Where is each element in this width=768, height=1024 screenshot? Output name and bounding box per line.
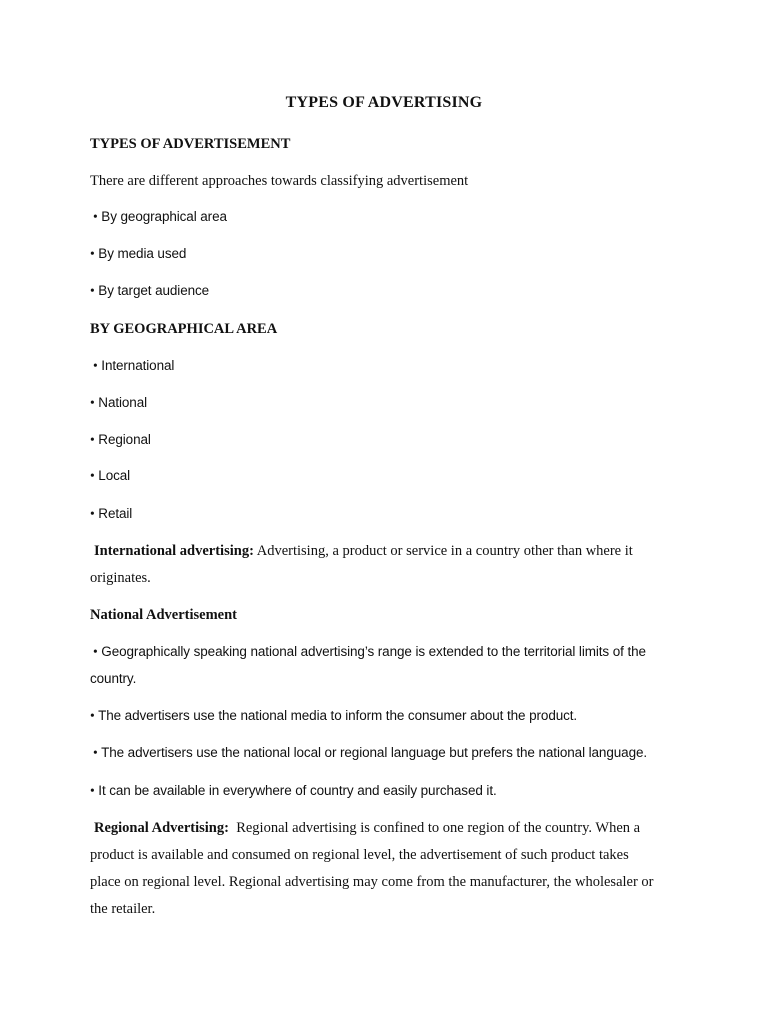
list-item bbox=[90, 782, 497, 800]
list-item bbox=[90, 431, 151, 449]
list-item bbox=[90, 707, 577, 725]
list-item bbox=[93, 744, 647, 762]
list-item bbox=[93, 208, 227, 226]
list-item bbox=[93, 357, 174, 375]
list-item-text: Retail bbox=[98, 506, 133, 521]
list-item-text: By media used bbox=[98, 246, 187, 261]
regional-text: Regional advertising is confined to one region of the country. When a bbox=[228, 820, 641, 836]
list-item-text: International bbox=[101, 358, 175, 373]
bullet-icon: • bbox=[90, 783, 95, 798]
list-item bbox=[90, 282, 209, 300]
list-item-text: Local bbox=[98, 468, 131, 483]
list-item bbox=[90, 467, 130, 485]
bullet-icon: • bbox=[93, 644, 98, 659]
bullet-icon: • bbox=[90, 506, 95, 521]
regional-paragraph-line4: the retailer. bbox=[90, 901, 156, 917]
bullet-icon: • bbox=[93, 209, 98, 224]
bullet-icon: • bbox=[90, 395, 95, 410]
list-item-text: Geographically speaking national advertising’s range is extended to the territorial limits of the bbox=[101, 644, 646, 659]
section-heading-types: TYPES OF ADVERTISEMENT bbox=[90, 136, 291, 152]
section-heading-geographical: BY GEOGRAPHICAL AREA bbox=[90, 321, 278, 337]
international-paragraph bbox=[94, 542, 633, 560]
bullet-icon: • bbox=[90, 246, 95, 261]
international-term: International advertising: bbox=[94, 543, 254, 559]
intro-text: There are different approaches towards classifying advertisement bbox=[90, 173, 469, 189]
regional-paragraph-line3: place on regional level. Regional advertising may come from the manufacturer, the wholesaler or bbox=[90, 874, 654, 890]
bullet-icon: • bbox=[90, 708, 95, 723]
list-item-text: National bbox=[98, 395, 148, 410]
list-item-text: The advertisers use the national media to inform the consumer about the product. bbox=[98, 708, 578, 723]
bullet-icon: • bbox=[93, 358, 98, 373]
list-item bbox=[90, 394, 147, 412]
list-item-text: Regional bbox=[98, 432, 151, 447]
bullet-icon: • bbox=[93, 745, 98, 760]
regional-paragraph-line2: product is available and consumed on regional level, the advertisement of such product takes bbox=[90, 847, 629, 863]
page-title: TYPES OF ADVERTISING bbox=[285, 94, 483, 111]
bullet-icon: • bbox=[90, 283, 95, 298]
bullet-icon: • bbox=[90, 432, 95, 447]
list-item bbox=[90, 245, 186, 263]
international-paragraph-cont: originates. bbox=[90, 570, 151, 586]
list-item bbox=[90, 505, 132, 523]
list-item-text: The advertisers use the national local or regional language but prefers the national language. bbox=[101, 745, 648, 760]
bullet-icon: • bbox=[90, 468, 95, 483]
list-item-text: It can be available in everywhere of country and easily purchased it. bbox=[98, 783, 497, 798]
list-item-cont: country. bbox=[90, 671, 137, 686]
regional-paragraph bbox=[94, 819, 640, 837]
regional-term: Regional Advertising: bbox=[94, 820, 229, 836]
list-item bbox=[93, 643, 646, 661]
international-text: Advertising, a product or service in a country other than where it bbox=[253, 543, 633, 559]
section-heading-national: National Advertisement bbox=[90, 607, 237, 623]
list-item-text: By target audience bbox=[98, 283, 210, 298]
list-item-text: By geographical area bbox=[101, 209, 227, 224]
